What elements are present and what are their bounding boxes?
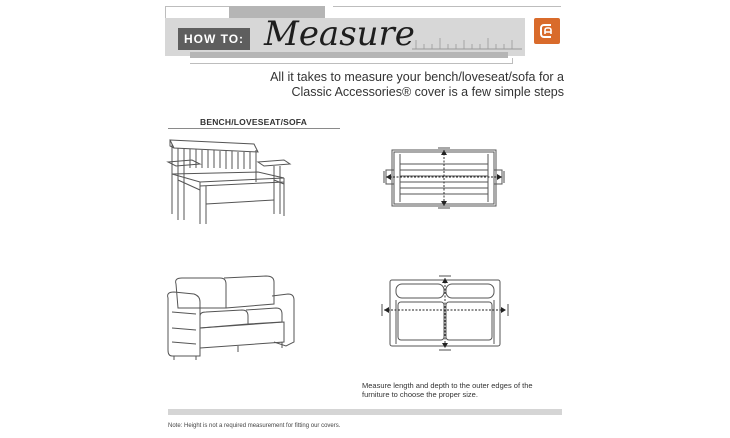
header-line-left — [165, 6, 229, 7]
header-line-left-vertical — [165, 6, 166, 18]
measure-instructions — [362, 381, 562, 399]
how-to-label: HOW TO: — [178, 28, 250, 50]
section-underline — [168, 128, 340, 129]
loveseat-top-measure-icon — [380, 270, 510, 354]
intro-line-1: All it takes to measure your bench/loveseat/sofa for a — [270, 70, 564, 84]
bench-top-measure-icon — [380, 140, 510, 216]
ruler-icon — [412, 36, 522, 50]
intro-line-2: Classic Accessories® cover is a few simple steps — [291, 85, 564, 99]
footer-divider — [168, 409, 562, 415]
footnote: Note: Height is not a required measurement for fitting our covers. — [168, 423, 341, 429]
section-label: BENCH/LOVESEAT/SOFA — [200, 117, 308, 127]
page-title: Measure — [264, 14, 415, 54]
bench-icon — [166, 134, 296, 226]
classic-accessories-logo-icon — [534, 18, 560, 44]
instructions-line-2: furniture to choose the proper size. — [362, 390, 478, 399]
header-line-bottom — [190, 63, 512, 64]
instructions-line-1: Measure length and depth to the outer edges of the — [362, 381, 533, 390]
intro-text — [250, 70, 564, 100]
header-line-right — [333, 6, 561, 7]
loveseat-icon — [166, 272, 298, 360]
header-line-bottom-tick — [512, 58, 513, 64]
